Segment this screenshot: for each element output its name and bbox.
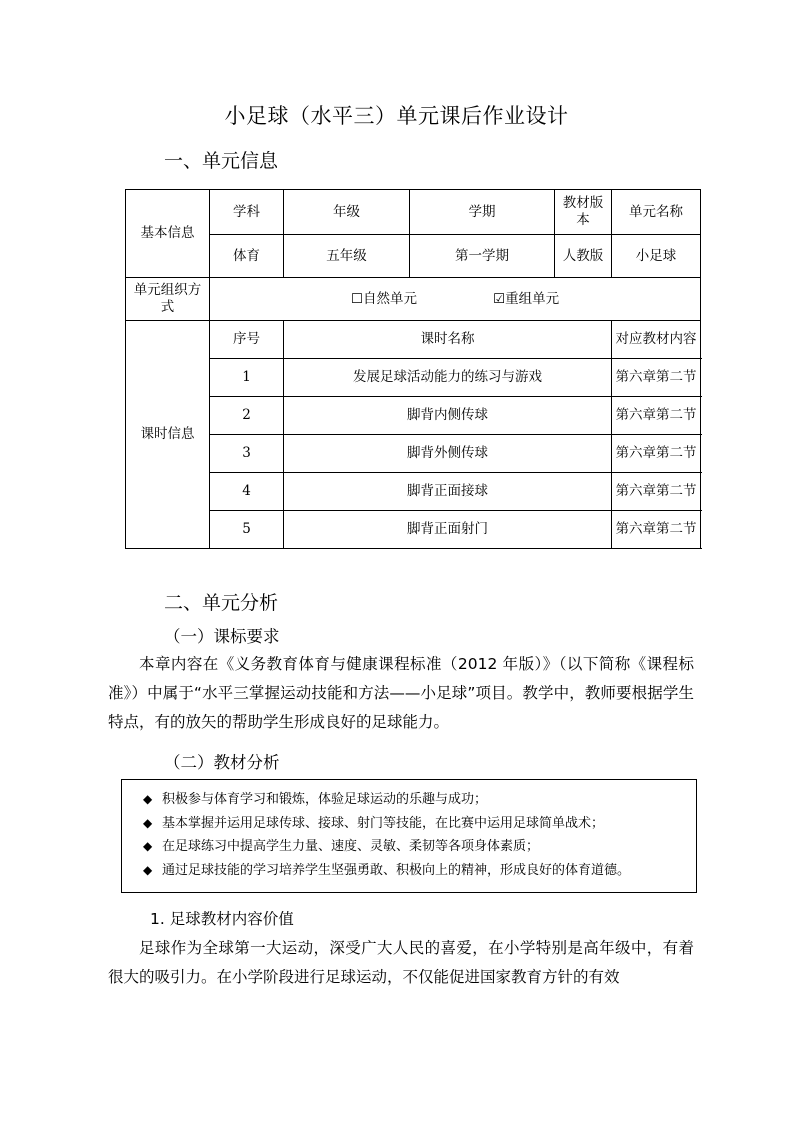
table-row — [126, 321, 701, 359]
organization-options — [210, 278, 701, 321]
table-row — [126, 278, 701, 321]
objectives-box — [121, 779, 697, 893]
lesson-name: 发展足球活动能力的练习与游戏 — [284, 359, 612, 397]
document-title: 小足球（水平三）单元课后作业设计 — [224, 104, 569, 128]
unit-info-table — [125, 189, 701, 549]
lesson-number: 2 — [210, 397, 284, 435]
header-textbook-content: 对应教材内容 — [612, 321, 701, 359]
curriculum-paragraph: 本章内容在《义务教育体育与健康课程标准（2012 年版）》（以下简称《课程标准》）中属于“水平三掌握运动技能和方法——小足球”项目。教学中，教师要根据学生特点，有的放矢的帮助学生形成良好的足球能力。 — [108, 655, 694, 731]
table-row — [126, 511, 701, 549]
lesson-name: 脚背正面接球 — [284, 473, 612, 511]
value-unit-name: 小足球 — [612, 235, 701, 278]
table-row — [126, 190, 701, 235]
header-semester: 学期 — [410, 190, 555, 235]
checked-box-icon[interactable]: ☑ — [493, 290, 506, 307]
diamond-bullet-icon: ◆ — [143, 792, 153, 806]
value-subject: 体育 — [210, 235, 284, 278]
lesson-number: 3 — [210, 435, 284, 473]
table-row — [126, 359, 701, 397]
subheading-textbook-analysis: （二）教材分析 — [164, 753, 280, 772]
lesson-content: 第六章第二节 — [612, 473, 701, 511]
list-item: ◆ 在足球练习中提高学生力量、速度、灵敏、柔韧等各项身体素质； — [162, 835, 688, 859]
header-lesson-name: 课时名称 — [284, 321, 612, 359]
lesson-content: 第六章第二节 — [612, 359, 701, 397]
header-textbook-version: 教材版本 — [555, 190, 612, 235]
unchecked-box-icon[interactable]: ☐ — [350, 290, 363, 307]
section-heading-unit-analysis: 二、单元分析 — [164, 592, 279, 614]
lesson-info-label: 课时信息 — [126, 321, 210, 549]
lesson-number: 1 — [210, 359, 284, 397]
value-grade: 五年级 — [284, 235, 410, 278]
lesson-name: 脚背内侧传球 — [284, 397, 612, 435]
list-item: ◆ 积极参与体育学习和锻炼，体验足球运动的乐趣与成功； — [162, 788, 688, 812]
header-unit-name: 单元名称 — [612, 190, 701, 235]
content-value-paragraph: 足球作为全球第一大运动，深受广大人民的喜爱，在小学特别是高年级中，有着很大的吸引力。在小学阶段进行足球运动，不仅能促进国家教育方针的有效 — [108, 939, 694, 986]
table-row — [126, 473, 701, 511]
lesson-number: 5 — [210, 511, 284, 549]
basic-info-label: 基本信息 — [126, 190, 210, 278]
option-reorganized-unit[interactable]: ☑重组单元 — [493, 290, 560, 307]
section-heading-unit-info: 一、单元信息 — [164, 150, 279, 172]
value-semester: 第一学期 — [410, 235, 555, 278]
header-subject: 学科 — [210, 190, 284, 235]
table-row — [126, 397, 701, 435]
header-grade: 年级 — [284, 190, 410, 235]
list-item: ◆ 通过足球技能的学习培养学生坚强勇敢、积极向上的精神，形成良好的体育道德。 — [162, 859, 688, 883]
lesson-content: 第六章第二节 — [612, 435, 701, 473]
subheading-curriculum-requirements: （一）课标要求 — [164, 627, 280, 646]
option-natural-unit[interactable]: ☐自然单元 — [350, 290, 417, 307]
lesson-name: 脚背外侧传球 — [284, 435, 612, 473]
diamond-bullet-icon: ◆ — [143, 815, 153, 830]
table-row — [126, 235, 701, 278]
table-row — [126, 435, 701, 473]
list-item: ◆ 基本掌握并运用足球传球、接球、射门等技能，在比赛中运用足球简单战术； — [162, 812, 688, 836]
lesson-number: 4 — [210, 473, 284, 511]
value-textbook-version: 人教版 — [555, 235, 612, 278]
organization-label: 单元组织方式 — [126, 278, 210, 321]
header-lesson-number: 序号 — [210, 321, 284, 359]
diamond-bullet-icon: ◆ — [143, 862, 153, 877]
diamond-bullet-icon: ◆ — [143, 839, 153, 853]
subheading-content-value: 1. 足球教材内容价值 — [150, 910, 294, 928]
lesson-content: 第六章第二节 — [612, 511, 701, 549]
lesson-name: 脚背正面射门 — [284, 511, 612, 549]
lesson-content: 第六章第二节 — [612, 397, 701, 435]
